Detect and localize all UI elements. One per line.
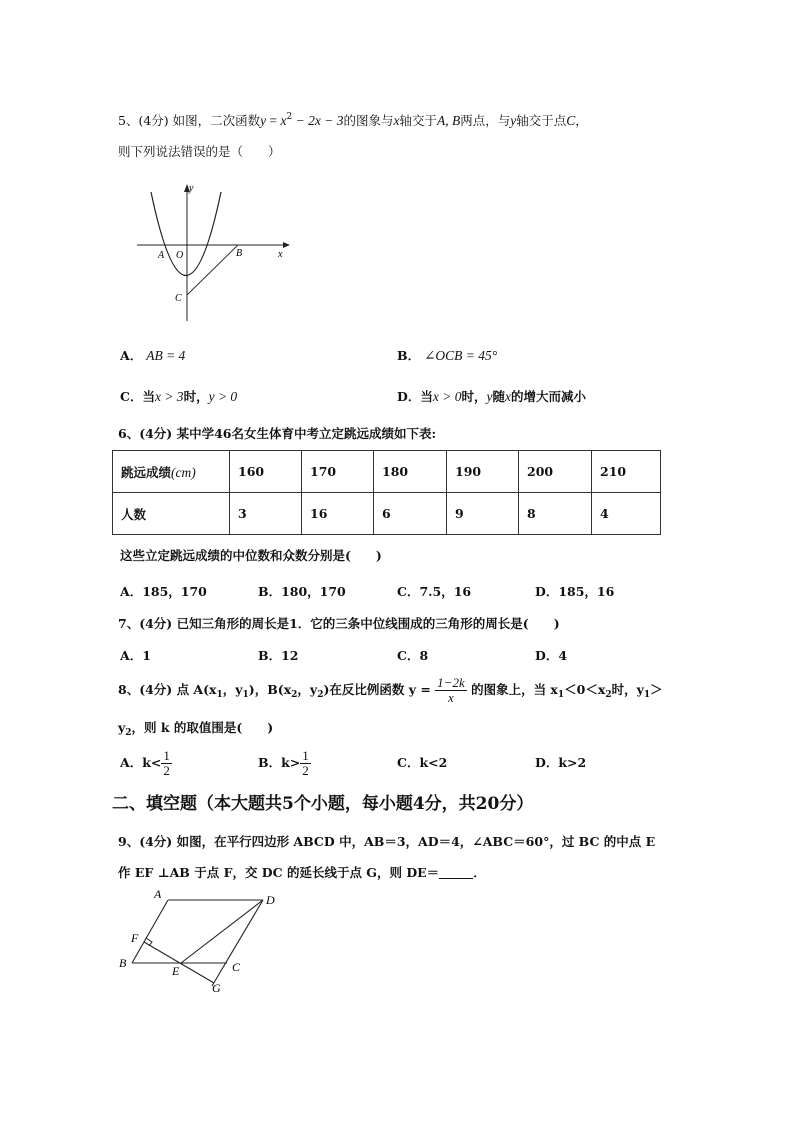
label-e: E — [172, 964, 180, 978]
q6-option-c: C．7.5，16 — [397, 584, 472, 599]
q8-sub: 1 — [216, 690, 223, 700]
x-axis-arrow — [283, 242, 290, 248]
fraction-numerator: 1 — [163, 748, 170, 763]
q7-option-a: A．1 — [120, 648, 151, 663]
q5-option-b — [397, 348, 497, 364]
q5-parabola-figure — [135, 178, 295, 323]
q8-text: ，则 k 的取值围是( ) — [131, 720, 274, 735]
q5-option-d — [397, 389, 586, 405]
label-y: y — [189, 183, 194, 194]
q5-option-d-end: 的增大而减小 — [510, 389, 586, 404]
table-header-cell — [113, 451, 230, 493]
q8-text: 时，y — [611, 682, 644, 697]
table-cell: 8 — [519, 493, 592, 535]
q5-stem-line1 — [118, 109, 588, 129]
q5-ab: A, B — [437, 113, 461, 128]
q5-x-symbol: x — [393, 113, 400, 128]
fraction-numerator: 1 — [302, 748, 309, 763]
q8-fraction-denominator: x — [448, 690, 454, 705]
q7-stem: 7、(4分) 已知三角形的周长是1．它的三条中位线围成的三角形的周长是( ) — [118, 616, 560, 631]
table-row — [113, 451, 661, 493]
q8-sub: 2 — [125, 728, 132, 738]
q7-option-d: D．4 — [535, 648, 568, 663]
q8-fraction-numerator: 1−2k — [437, 675, 465, 690]
table-cell: 6 — [374, 493, 447, 535]
q8-text: )在反比例函数 y = — [323, 682, 431, 697]
q6-option-b: B．180，170 — [258, 584, 346, 599]
table-cell: 3 — [230, 493, 302, 535]
q6-score-table — [112, 450, 661, 535]
q8-text: 的图象上，当 x — [471, 682, 558, 697]
table-cell: 160 — [230, 451, 302, 493]
table-cell: 4 — [592, 493, 661, 535]
q8-text: 8、(4分) 点 A(x — [118, 682, 217, 697]
table-cell: 180 — [374, 451, 447, 493]
q5-y-symbol: y — [510, 113, 517, 128]
q8-sub: 1 — [557, 690, 565, 700]
label-f: F — [131, 931, 139, 945]
q5-eq-square: 2 — [286, 112, 293, 122]
q8-text: y — [118, 720, 126, 735]
q5-option-b-math: ∠OCB = 45° — [424, 348, 498, 363]
q5-eq-x: x — [280, 113, 287, 128]
table-header-label: 跳远成绩 — [121, 464, 172, 480]
q5-option-d-mid2: 随 — [492, 389, 505, 404]
q8-text: ，y — [222, 682, 243, 697]
q8-option-b — [258, 746, 311, 780]
q6-option-a: A．185，170 — [120, 584, 207, 599]
q5-mid3: 两点，与 — [460, 113, 511, 128]
label-c: C — [175, 293, 182, 304]
q5-mid2: 轴交于 — [399, 113, 437, 128]
q8-sub: 1 — [242, 690, 249, 700]
q8-sub: 1 — [643, 690, 651, 700]
q9-text: 作 EF ⊥AB 于点 F，交 DC 的延长线于点 G，则 DE＝ — [118, 865, 440, 880]
table-cell: 200 — [519, 451, 592, 493]
q8-text: ＞ — [650, 682, 663, 697]
parabola-curve — [151, 192, 221, 276]
fraction-denominator: 2 — [163, 763, 170, 778]
q8-option-a-fraction — [161, 749, 172, 778]
q8-sub: 2 — [317, 690, 324, 700]
segment-de — [181, 900, 263, 963]
q8-text: ＜0＜x — [564, 682, 606, 697]
q8-option-d: D．k>2 — [535, 755, 587, 770]
q8-sub: 2 — [291, 690, 298, 700]
table-cell: 210 — [592, 451, 661, 493]
label-o: O — [176, 250, 184, 261]
label-d: D — [266, 893, 275, 907]
q5-option-d-mid: 时， — [461, 389, 487, 404]
q5-c-symbol: C — [566, 113, 576, 128]
q8-stem-line1 — [118, 675, 663, 710]
q9-text: ． — [473, 865, 486, 880]
q6-option-d: D．185，16 — [535, 584, 615, 599]
q8-option-c: C．k<2 — [397, 755, 448, 770]
q5-option-c-mid: 时， — [183, 389, 209, 404]
q8-stem-line2 — [118, 720, 273, 741]
q9-stem-line1: 9、(4分) 如图，在平行四边形 ABCD 中，AB＝3，AD＝4，∠ABC＝60°，过 BC 的中点 E — [118, 834, 656, 849]
q8-fraction — [435, 676, 467, 705]
q8-option-b-label: B．k> — [258, 755, 301, 770]
q5-eq-rest: − 2x − 3 — [292, 113, 344, 128]
section-title: 二、填空题（本大题共5个小题，每小题4分，共20分） — [112, 794, 534, 814]
table-header-unit: (cm) — [171, 464, 196, 480]
q7-option-c: C．8 — [397, 648, 429, 663]
q5-option-c-label: C．当 — [120, 389, 155, 404]
q5-eq-y: y — [260, 113, 267, 128]
q8-option-a — [120, 746, 172, 780]
q5-mid1: 的图象与 — [343, 113, 394, 128]
q5-option-a-math: AB = 4 — [146, 348, 186, 363]
q8-text: ，y — [297, 682, 318, 697]
label-b: B — [119, 956, 127, 970]
label-c: C — [232, 960, 241, 974]
table-row-label: 人数 — [113, 493, 230, 535]
q5-option-b-label: B． — [397, 348, 421, 363]
q5-stem-line2: 则下列说法错误的是（ ） — [118, 144, 281, 159]
table-cell: 9 — [447, 493, 519, 535]
answer-blank[interactable] — [439, 866, 473, 879]
label-g: G — [212, 981, 221, 995]
q8-option-b-fraction — [300, 749, 311, 778]
q6-stem: 6、(4分) 某中学46名女生体育中考立定跳远成绩如下表: — [118, 426, 437, 441]
label-a: A — [154, 887, 162, 901]
q5-prefix: 5、(4分) 如图，二次函数 — [118, 113, 261, 128]
label-x: x — [278, 249, 283, 260]
q8-text: )，B(x — [248, 682, 292, 697]
q5-option-d-y: y — [486, 389, 493, 404]
q9-stem-line2 — [118, 865, 486, 881]
q5-end: ， — [575, 113, 588, 128]
q5-option-a — [120, 348, 185, 364]
fraction-denominator: 2 — [302, 763, 309, 778]
table-cell: 170 — [302, 451, 374, 493]
q9-parallelogram-figure — [115, 885, 285, 997]
q5-option-c-math1: x > 3 — [154, 389, 184, 404]
label-b: B — [236, 248, 243, 259]
q8-option-a-label: A．k< — [120, 755, 162, 770]
q5-option-c-math2: y > 0 — [208, 389, 238, 404]
q8-sub: 2 — [605, 690, 612, 700]
q5-mid4: 轴交于点 — [516, 113, 567, 128]
q5-option-c — [120, 389, 237, 405]
q5-option-d-label: D．当 — [397, 389, 433, 404]
table-row — [113, 493, 661, 535]
q5-option-d-x: x — [504, 389, 511, 404]
table-cell: 190 — [447, 451, 519, 493]
q5-option-a-label: A． — [120, 348, 143, 363]
q6-question: 这些立定跳远成绩的中位数和众数分别是( ) — [120, 548, 382, 563]
label-a: A — [158, 250, 165, 261]
q7-option-b: B．12 — [258, 648, 299, 663]
table-cell: 16 — [302, 493, 374, 535]
q5-eq-equals: = — [266, 113, 281, 128]
q5-option-d-math1: x > 0 — [432, 389, 462, 404]
